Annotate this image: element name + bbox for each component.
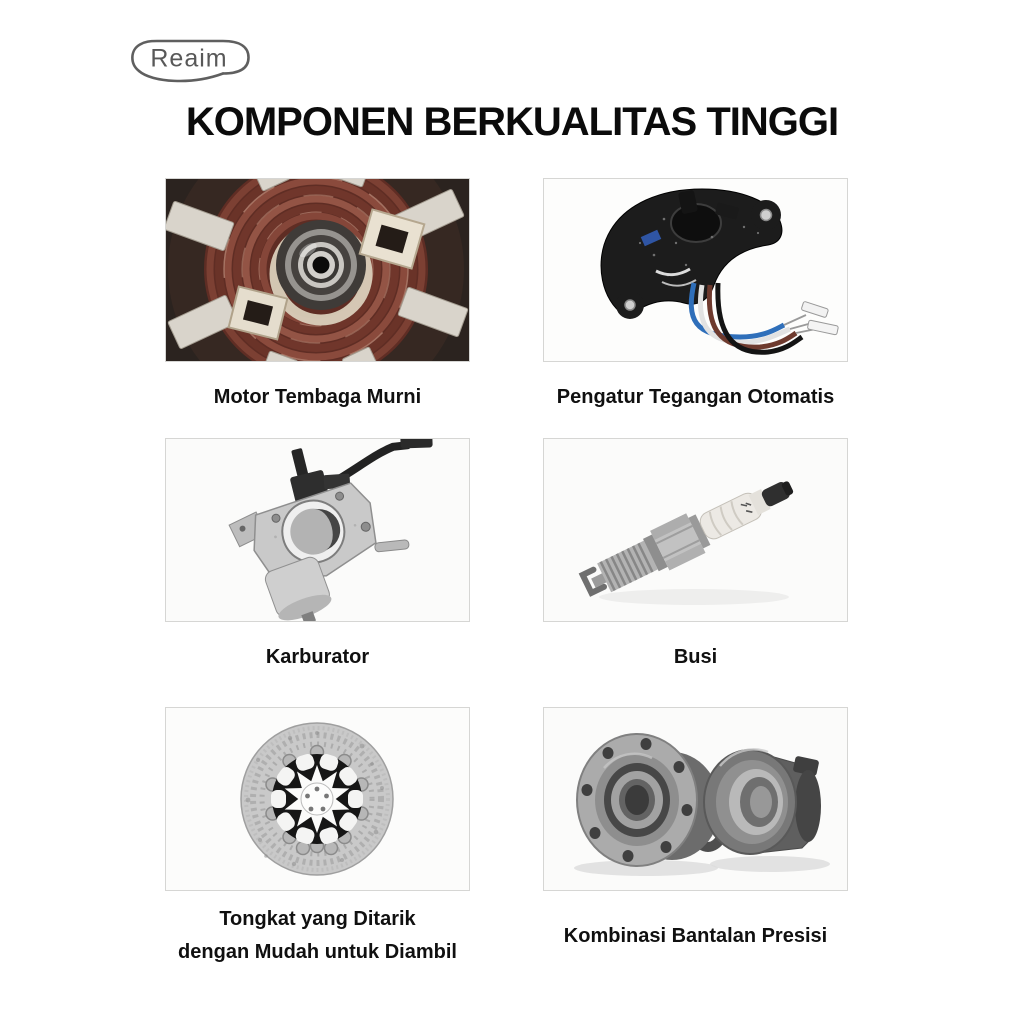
product-card-carburetor <box>165 438 470 668</box>
copper-motor-stator-photo <box>165 178 470 362</box>
caption-line: dengan Mudah untuk Diambil <box>178 941 457 963</box>
brake-disc-photo <box>165 707 470 891</box>
caption-line: Motor Tembaga Murni <box>213 386 422 408</box>
caption-line: Karburator <box>265 646 370 668</box>
voltage-regulator-illustration <box>544 179 847 361</box>
caption-line: Kombinasi Bantalan Presisi <box>563 924 828 947</box>
product-caption <box>503 381 888 414</box>
product-caption <box>125 641 510 674</box>
product-card-voltage-regulator <box>543 178 848 408</box>
carburetor-illustration <box>166 439 469 621</box>
copper-motor-illustration <box>166 179 469 361</box>
precision-bearing-photo <box>543 707 848 891</box>
spark-plug-illustration <box>544 439 847 621</box>
product-card-bearing <box>543 707 848 947</box>
caption-line: Pengatur Tegangan Otomatis <box>556 386 835 408</box>
product-caption <box>125 381 510 414</box>
product-caption <box>503 641 888 674</box>
brand-logo <box>126 36 254 84</box>
product-caption <box>125 903 510 969</box>
automatic-voltage-regulator-photo <box>543 178 848 362</box>
spark-plug-photo <box>543 438 848 622</box>
bearing-illustration <box>544 708 847 890</box>
caption-line: Busi <box>673 646 718 668</box>
brake-disc-illustration <box>166 708 469 890</box>
brand-logo-icon <box>126 36 254 84</box>
product-card-motor <box>165 178 470 408</box>
caption-line: Tongkat yang Ditarik <box>219 908 416 930</box>
product-card-brake-disc <box>165 707 470 963</box>
carburetor-photo <box>165 438 470 622</box>
page-title: KOMPONEN BERKUALITAS TINGGI <box>185 100 839 144</box>
brand-text: Reaim <box>150 44 228 73</box>
product-caption <box>503 903 888 969</box>
product-card-spark-plug <box>543 438 848 668</box>
